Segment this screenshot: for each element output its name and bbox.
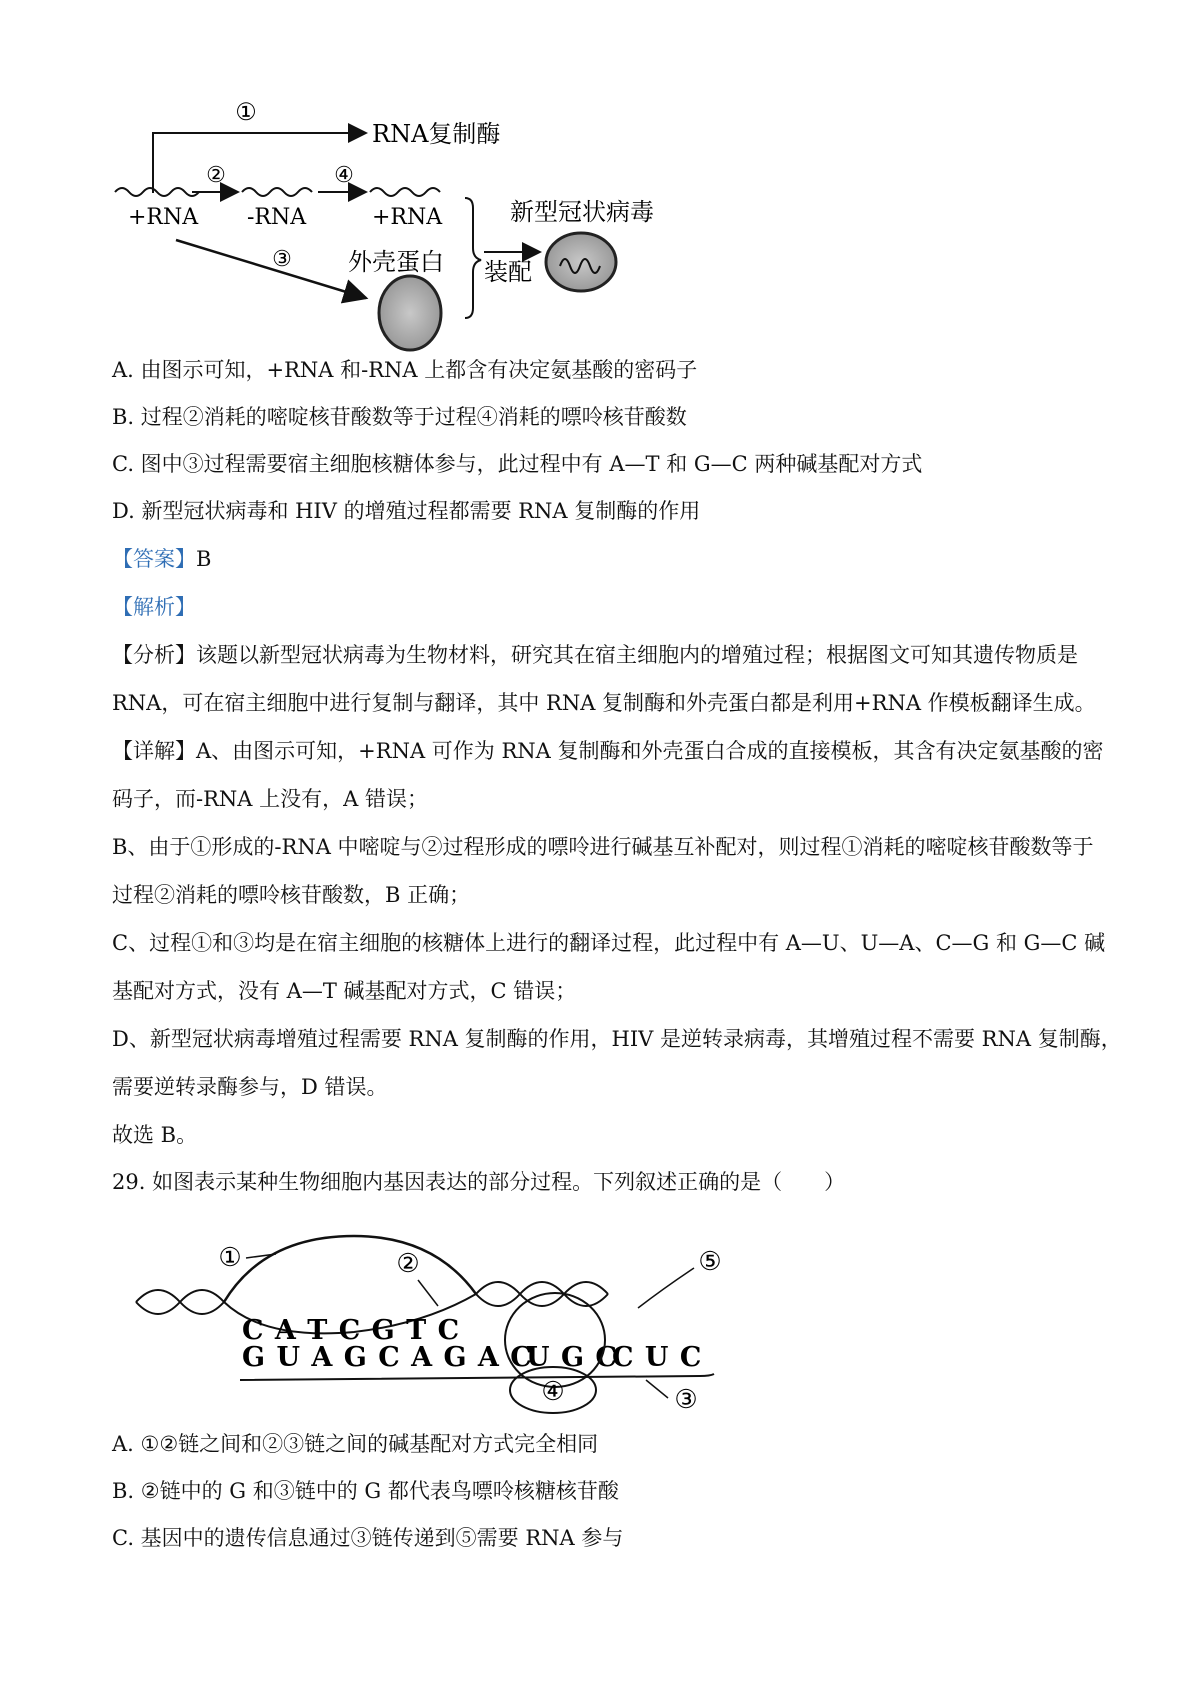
q29-option-b: B. ②链中的 G 和③链中的 G 都代表鸟嘌呤核糖核苷酸 xyxy=(112,1479,619,1503)
answer-line xyxy=(112,545,211,573)
label-strand-4: ④ xyxy=(541,1377,565,1407)
label-assembly: 装配 xyxy=(484,258,532,286)
q29-option-a: A. ①②链之间和②③链之间的碱基配对方式完全相同 xyxy=(112,1432,599,1456)
analysis-label: 【解析】 xyxy=(112,595,196,619)
mrna-strand-line xyxy=(240,1374,714,1380)
q29-stem: 29. 如图表示某种生物细胞内基因表达的部分过程。下列叙述正确的是（ ） xyxy=(112,1170,846,1194)
label-process-1: ① xyxy=(235,98,257,126)
transcription-bubble-top xyxy=(224,1236,476,1302)
label-coat-protein: 外壳蛋白 xyxy=(348,248,444,276)
label-strand-1: ① xyxy=(218,1243,242,1273)
label-rna-replicase: RNA复制酶 xyxy=(372,120,501,148)
q28-option-a: A. 由图示可知，+RNA 和-RNA 上都含有决定氨基酸的密码子 xyxy=(112,358,698,382)
strand-plus-rna-2 xyxy=(370,188,440,196)
pointer-2 xyxy=(418,1280,438,1306)
mrna-codon: U G C xyxy=(526,1342,618,1373)
para4-line2: 基配对方式，没有 A—T 碱基配对方式，C 错误； xyxy=(112,979,577,1003)
para3-line2: 过程②消耗的嘌呤核苷酸数，B 正确； xyxy=(112,883,471,907)
pointer-5 xyxy=(638,1268,694,1308)
mrna-left-letters: G U A G C A G A C xyxy=(242,1342,533,1373)
para1-line1: 【分析】该题以新型冠状病毒为生物材料，研究其在宿主细胞内的增殖过程；根据图文可知其遗传物质是 xyxy=(112,643,1078,667)
label-process-3: ③ xyxy=(272,247,292,272)
q29-option-c: C. 基因中的遗传信息通过③链传递到⑤需要 RNA 参与 xyxy=(112,1526,624,1550)
answer-value: B xyxy=(196,547,212,571)
label-plus-rna-1: +RNA xyxy=(128,205,199,230)
para2-line1: 【详解】A、由图示可知，+RNA 可作为 RNA 复制酶和外壳蛋白合成的直接模板，其含有决定氨基酸的密 xyxy=(112,739,1104,763)
arrow-process-3 xyxy=(176,240,366,298)
answer-label: 【答案】 xyxy=(112,547,196,571)
label-minus-rna: -RNA xyxy=(247,205,307,230)
strand-minus-rna xyxy=(242,188,312,196)
pointer-3 xyxy=(646,1380,668,1398)
coat-protein-shape xyxy=(379,276,441,350)
para4-line1: C、过程①和③均是在宿主细胞的核糖体上进行的翻译过程，此过程中有 A—U、U—A、C—G 和 G—C 碱 xyxy=(112,931,1106,955)
mrna-right-letters: C U C xyxy=(612,1342,703,1373)
dna-left-strand-b xyxy=(136,1290,224,1314)
para3-line1: B、由于①形成的-RNA 中嘧啶与②过程形成的嘌呤进行碱基互补配对，则过程①消耗的嘧啶核苷酸数等于 xyxy=(112,835,1094,859)
label-strand-3: ③ xyxy=(674,1385,698,1415)
para2-line2: 码子，而-RNA 上没有，A 错误； xyxy=(112,787,428,811)
q28-option-c: C. 图中③过程需要宿主细胞核糖体参与，此过程中有 A—T 和 G—C 两种碱基配对方式 xyxy=(112,452,923,476)
label-process-2: ② xyxy=(206,163,226,188)
para5-line2: 需要逆转录酶参与，D 错误。 xyxy=(112,1075,388,1099)
para1-line2: RNA，可在宿主细胞中进行复制与翻译，其中 RNA 复制酶和外壳蛋白都是利用+RNA 作模板翻译生成。 xyxy=(112,691,1096,715)
brace xyxy=(465,198,481,318)
label-virus: 新型冠状病毒 xyxy=(510,198,654,226)
label-strand-5: ⑤ xyxy=(698,1247,722,1277)
para5-line1: D、新型冠状病毒增殖过程需要 RNA 复制酶的作用，HIV 是逆转录病毒，其增殖过程不需要 RNA 复制酶， xyxy=(112,1027,1122,1051)
dna-template-strand: C A T C G T C xyxy=(242,1315,461,1346)
label-strand-2: ② xyxy=(396,1249,420,1279)
q28-option-d: D. 新型冠状病毒和 HIV 的增殖过程都需要 RNA 复制酶的作用 xyxy=(112,499,701,523)
q28-option-b: B. 过程②消耗的嘧啶核苷酸数等于过程④消耗的嘌呤核苷酸数 xyxy=(112,405,687,429)
label-process-4: ④ xyxy=(334,163,354,188)
label-plus-rna-2: +RNA xyxy=(372,205,443,230)
strand-plus-rna-1 xyxy=(115,188,199,196)
conclusion: 故选 B。 xyxy=(112,1123,198,1147)
